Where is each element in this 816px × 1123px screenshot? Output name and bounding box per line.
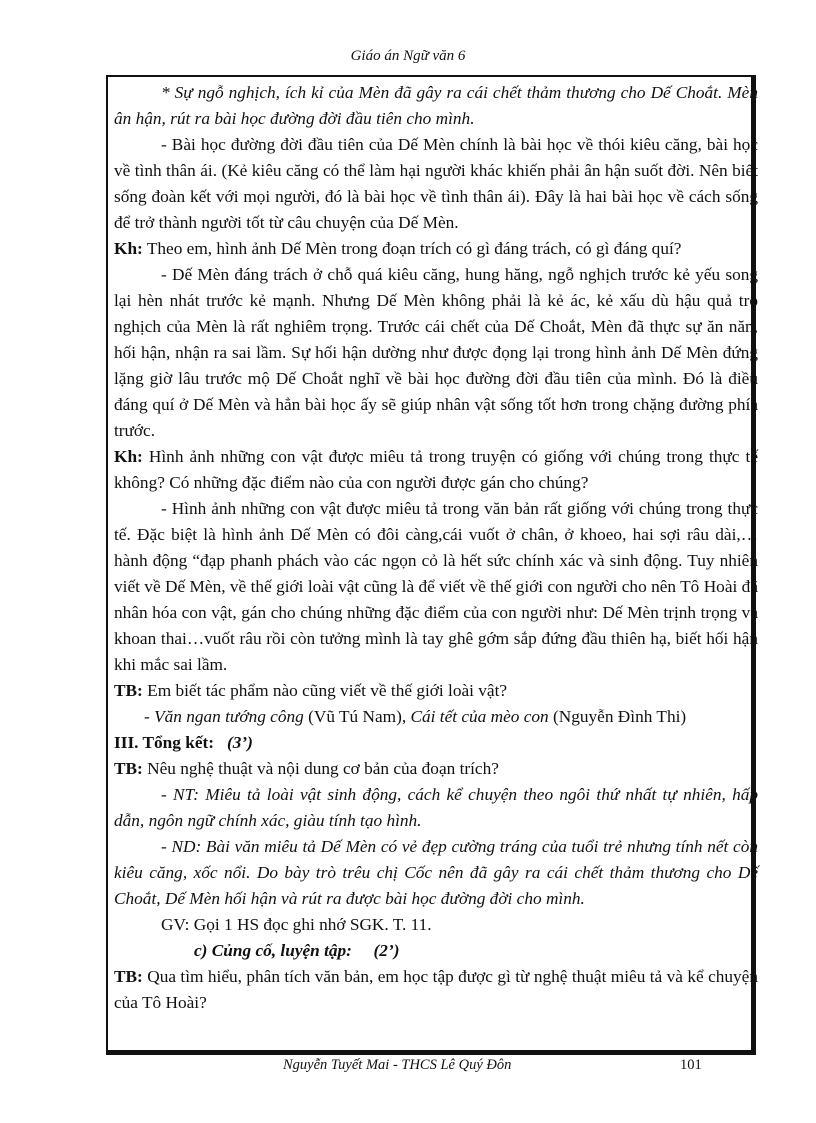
page-number: 101 — [680, 1057, 702, 1073]
section-practice-heading — [114, 938, 758, 964]
page-header: Giáo án Ngữ văn 6 — [350, 48, 466, 64]
teacher-instruction: GV: Gọi 1 HS đọc ghi nhớ SGK. T. 11. — [161, 915, 432, 934]
question-label: TB: — [114, 967, 143, 986]
section-title: c) Củng cố, luyện tập: — [194, 941, 352, 960]
question-1 — [114, 236, 758, 262]
question-text: Nêu nghệ thuật và nội dung cơ bản của đoạn trích? — [147, 759, 499, 778]
work-title-2: Cái tết của mèo con — [410, 707, 549, 726]
question-5 — [114, 964, 758, 1016]
section-time: (2’) — [373, 941, 400, 960]
section-title: III. Tổng kết: — [114, 733, 215, 752]
section-time: (3’) — [227, 733, 253, 752]
answer-1: - Dế Mèn đáng trách ở chỗ quá kiêu căng, hung hăng, ngỗ nghịch trước kẻ yếu song lại hèn nhát trước kẻ mạnh. Nhưng Dế Mèn không phải là kẻ ác, kẻ xấu dù hậu quả trò nghịch của Mèn là rất nghiêm trọng. Trước cái chết của Dế Choắt, Mèn đã thực sự ăn năn, hối hận, nhận ra sai lầm. Sự hối hận dường như được đọng lại trong hình ảnh Dế Mèn đứng lặng giờ lâu trước mộ Dế Choắt nghĩ về bài học đường đời đầu tiên của mình. Đó là điều đáng quí ở Dế Mèn và hẳn bài học ấy sẽ giúp nhân vật sống tốt hơn trong chặng đường phía trước. — [114, 265, 758, 440]
answer-2: - Hình ảnh những con vật được miêu tả trong văn bản rất giống với chúng trong thực tế. Đặc biệt là hình ảnh Dế Mèn có đôi càng,cái vuốt ở chân, ở khoeo, hai sợi râu dài,… hành động “đạp phanh phách vào các ngọn cỏ là hết sức chính xác và sinh động. Tuy nhiên viết về Dế Mèn, về thế giới loài vật cũng là để viết về thế giới con người cho nên Tô Hoài đã nhân hóa con vật, gán cho chúng những đặc điểm của con người như: Dế Mèn trịnh trọng và khoan thai…vuốt râu rồi còn tưởng mình là tay ghê gớm sắp đứng đầu thiên hạ, biết hối hận khi mắc sai lầm. — [114, 499, 758, 674]
footer-author: Nguyễn Tuyết Mai - THCS Lê Quý Đôn — [283, 1057, 512, 1073]
art-summary: - NT: Miêu tả loài vật sinh động, cách kể chuyện theo ngôi thứ nhất tự nhiên, hấp dẫn, ngôn ngữ chính xác, giàu tính tạo hình. — [114, 785, 758, 830]
document-body — [114, 80, 758, 1016]
work-author-1: (Vũ Tú Nam), — [303, 707, 411, 726]
content-summary: - ND: Bài văn miêu tả Dế Mèn có vẻ đẹp cường tráng của tuổi trẻ nhưng tính nết còn kiêu căng, xốc nổi. Do bày trò trêu chị Cốc nên đã gây ra cái chết thảm thương cho Dế Choắt, Dế Mèn hối hận và rút ra được bài học đường đời cho mình. — [114, 837, 758, 908]
work-title-1: Văn ngan tướng công — [154, 707, 304, 726]
answer-3 — [114, 704, 758, 730]
question-3 — [114, 678, 758, 704]
work-author-2: (Nguyễn Đình Thi) — [548, 707, 687, 726]
paragraph-summary: * Sự ngỗ nghịch, ích kỉ của Mèn đã gây ra cái chết thảm thương cho Dế Choắt. Mèn ân hận, rút ra bài học đường đời đầu tiên cho mình. — [114, 83, 758, 128]
question-label: TB: — [114, 681, 143, 700]
question-label: TB: — [114, 759, 143, 778]
question-label: Kh: — [114, 447, 143, 466]
paragraph-lesson: - Bài học đường đời đầu tiên của Dế Mèn chính là bài học về thói kiêu căng, bài học về tình thân ái. (Kẻ kiêu căng có thể làm hại người khác khiến phải ân hận suốt đời. Nên biết sống đoàn kết với mọi người, đó là bài học về tình thân ái). Đây là hai bài học về cách sống để trở thành người tốt từ câu chuyện của Dế Mèn. — [114, 135, 758, 232]
answer-dash: - — [144, 707, 155, 726]
question-text: Hình ảnh những con vật được miêu tả trong truyện có giống với chúng trong thực tế không? Có những đặc điểm nào của con người được gán cho chúng? — [114, 447, 758, 492]
question-2 — [114, 444, 758, 496]
question-text: Qua tìm hiểu, phân tích văn bản, em học tập được gì từ nghệ thuật miêu tả và kể chuyện của Tô Hoài? — [114, 967, 758, 1012]
question-text: Theo em, hình ảnh Dế Mèn trong đoạn trích có gì đáng trách, có gì đáng quí? — [146, 239, 682, 258]
question-4 — [114, 756, 758, 782]
question-label: Kh: — [114, 239, 143, 258]
section-summary-heading — [114, 730, 758, 756]
question-text: Em biết tác phẩm nào cũng viết về thế giới loài vật? — [147, 681, 508, 700]
